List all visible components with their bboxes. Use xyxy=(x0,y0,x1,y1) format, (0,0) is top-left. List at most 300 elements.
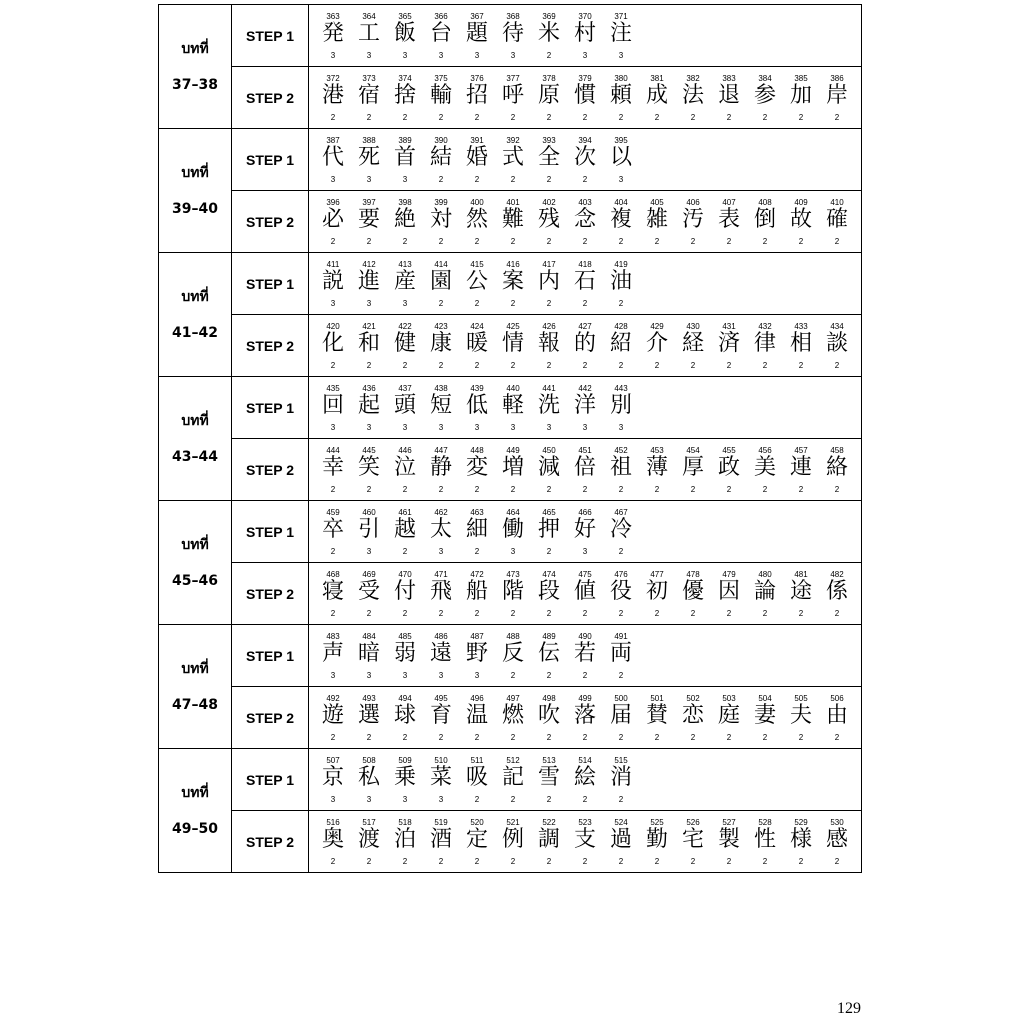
kanji-number: 427 xyxy=(578,322,592,331)
kanji-number: 501 xyxy=(650,694,664,703)
kanji-item xyxy=(495,501,531,562)
kanji-row xyxy=(309,563,861,624)
kanji-character: 結 xyxy=(429,145,452,170)
lesson-step-row xyxy=(159,67,862,129)
kanji-level: 3 xyxy=(366,423,372,432)
kanji-item xyxy=(567,315,603,376)
kanji-row xyxy=(309,67,861,128)
kanji-item xyxy=(567,811,603,872)
kanji-number: 367 xyxy=(470,12,484,21)
kanji-number: 469 xyxy=(362,570,376,579)
kanji-item xyxy=(711,191,747,252)
lesson-step-row xyxy=(159,253,862,315)
kanji-cell xyxy=(309,315,862,377)
kanji-level: 2 xyxy=(330,857,336,866)
kanji-level: 2 xyxy=(618,113,624,122)
kanji-number: 420 xyxy=(326,322,340,331)
kanji-number: 453 xyxy=(650,446,664,455)
kanji-item xyxy=(351,749,387,810)
kanji-number: 495 xyxy=(434,694,448,703)
kanji-item xyxy=(531,625,567,686)
kanji-character: 付 xyxy=(393,579,416,604)
kanji-character: 論 xyxy=(753,579,776,604)
kanji-item xyxy=(495,811,531,872)
kanji-level: 2 xyxy=(510,733,516,742)
kanji-number: 403 xyxy=(578,198,592,207)
kanji-level: 2 xyxy=(762,361,768,370)
kanji-level: 2 xyxy=(510,299,516,308)
kanji-item xyxy=(603,439,639,500)
kanji-character: 弱 xyxy=(393,641,416,666)
kanji-level: 2 xyxy=(438,485,444,494)
kanji-level: 2 xyxy=(726,113,732,122)
kanji-level: 3 xyxy=(366,175,372,184)
kanji-item xyxy=(531,377,567,438)
kanji-character: 厚 xyxy=(681,455,704,480)
kanji-level: 2 xyxy=(474,609,480,618)
kanji-number: 381 xyxy=(650,74,664,83)
kanji-level: 3 xyxy=(330,671,336,680)
kanji-item xyxy=(387,129,423,190)
kanji-level: 3 xyxy=(330,795,336,804)
kanji-number: 489 xyxy=(542,632,556,641)
kanji-level: 2 xyxy=(690,361,696,370)
kanji-level: 3 xyxy=(618,423,624,432)
kanji-item xyxy=(351,501,387,562)
kanji-level: 2 xyxy=(402,237,408,246)
kanji-number: 434 xyxy=(830,322,844,331)
kanji-row xyxy=(309,253,861,314)
kanji-character: 必 xyxy=(321,207,344,232)
kanji-level: 2 xyxy=(582,485,588,494)
kanji-character: 冷 xyxy=(609,517,632,542)
kanji-item xyxy=(819,811,855,872)
kanji-number: 500 xyxy=(614,694,628,703)
kanji-number: 478 xyxy=(686,570,700,579)
kanji-character: 消 xyxy=(609,765,632,790)
kanji-level: 2 xyxy=(618,795,624,804)
kanji-item xyxy=(603,625,639,686)
kanji-level: 2 xyxy=(474,113,480,122)
kanji-level: 2 xyxy=(546,671,552,680)
kanji-item xyxy=(459,377,495,438)
kanji-level: 3 xyxy=(438,547,444,556)
kanji-level: 2 xyxy=(510,113,516,122)
kanji-level: 2 xyxy=(654,237,660,246)
kanji-number: 456 xyxy=(758,446,772,455)
kanji-level: 2 xyxy=(510,609,516,618)
kanji-character: 進 xyxy=(357,269,380,294)
kanji-level: 2 xyxy=(510,671,516,680)
kanji-item xyxy=(675,811,711,872)
kanji-character: 洋 xyxy=(573,393,596,418)
kanji-item xyxy=(423,315,459,376)
kanji-level: 2 xyxy=(618,485,624,494)
kanji-item xyxy=(531,439,567,500)
kanji-character: 招 xyxy=(465,83,488,108)
kanji-level: 3 xyxy=(618,51,624,60)
kanji-item xyxy=(495,377,531,438)
kanji-level: 2 xyxy=(834,733,840,742)
kanji-item xyxy=(603,67,639,128)
kanji-character: 育 xyxy=(429,703,452,728)
kanji-character: 支 xyxy=(573,827,596,852)
kanji-number: 488 xyxy=(506,632,520,641)
kanji-character: 絵 xyxy=(573,765,596,790)
kanji-number: 452 xyxy=(614,446,628,455)
kanji-level: 2 xyxy=(762,609,768,618)
kanji-item xyxy=(783,315,819,376)
kanji-number: 454 xyxy=(686,446,700,455)
kanji-item xyxy=(783,439,819,500)
kanji-cell xyxy=(309,5,862,67)
kanji-character: 化 xyxy=(321,331,344,356)
kanji-item xyxy=(351,687,387,748)
kanji-item xyxy=(711,811,747,872)
kanji-level: 2 xyxy=(654,609,660,618)
kanji-item xyxy=(603,191,639,252)
kanji-number: 460 xyxy=(362,508,376,517)
kanji-character: 細 xyxy=(465,517,488,542)
kanji-number: 414 xyxy=(434,260,448,269)
kanji-number: 487 xyxy=(470,632,484,641)
kanji-level: 2 xyxy=(582,175,588,184)
kanji-number: 390 xyxy=(434,136,448,145)
kanji-item xyxy=(819,687,855,748)
kanji-number: 400 xyxy=(470,198,484,207)
kanji-number: 402 xyxy=(542,198,556,207)
kanji-level: 2 xyxy=(762,113,768,122)
lesson-label: บทที่ xyxy=(181,288,209,305)
kanji-level: 2 xyxy=(798,733,804,742)
kanji-number: 392 xyxy=(506,136,520,145)
kanji-level: 3 xyxy=(510,547,516,556)
kanji-number: 436 xyxy=(362,384,376,393)
kanji-number: 486 xyxy=(434,632,448,641)
step-label: STEP 2 xyxy=(232,687,309,749)
kanji-level: 2 xyxy=(330,547,336,556)
kanji-level: 2 xyxy=(582,671,588,680)
kanji-number: 419 xyxy=(614,260,628,269)
kanji-number: 406 xyxy=(686,198,700,207)
kanji-cell xyxy=(309,129,862,191)
kanji-character: 過 xyxy=(609,827,632,852)
kanji-number: 467 xyxy=(614,508,628,517)
kanji-level: 2 xyxy=(654,733,660,742)
kanji-number: 455 xyxy=(722,446,736,455)
kanji-number: 463 xyxy=(470,508,484,517)
kanji-character: 台 xyxy=(429,21,452,46)
kanji-item xyxy=(531,191,567,252)
kanji-character: 吸 xyxy=(465,765,488,790)
kanji-number: 475 xyxy=(578,570,592,579)
kanji-number: 443 xyxy=(614,384,628,393)
kanji-item xyxy=(459,439,495,500)
lesson-step-row xyxy=(159,625,862,687)
kanji-character: 対 xyxy=(429,207,452,232)
kanji-character: 説 xyxy=(321,269,344,294)
kanji-number: 397 xyxy=(362,198,376,207)
kanji-level: 2 xyxy=(402,361,408,370)
kanji-number: 407 xyxy=(722,198,736,207)
kanji-level: 2 xyxy=(438,857,444,866)
kanji-item xyxy=(747,811,783,872)
kanji-item xyxy=(315,625,351,686)
kanji-item xyxy=(603,501,639,562)
step-label: STEP 1 xyxy=(232,129,309,191)
kanji-level: 2 xyxy=(618,671,624,680)
kanji-number: 482 xyxy=(830,570,844,579)
kanji-row xyxy=(309,811,861,872)
kanji-item xyxy=(531,5,567,66)
kanji-item xyxy=(783,687,819,748)
kanji-item xyxy=(567,625,603,686)
kanji-row xyxy=(309,315,861,376)
kanji-number: 383 xyxy=(722,74,736,83)
kanji-item xyxy=(531,687,567,748)
kanji-number: 440 xyxy=(506,384,520,393)
kanji-number: 448 xyxy=(470,446,484,455)
kanji-character: 製 xyxy=(717,827,740,852)
kanji-item xyxy=(387,253,423,314)
kanji-character: 落 xyxy=(573,703,596,728)
kanji-number: 508 xyxy=(362,756,376,765)
kanji-level: 2 xyxy=(654,485,660,494)
kanji-character: 菜 xyxy=(429,765,452,790)
kanji-character: 洗 xyxy=(537,393,560,418)
kanji-character: 政 xyxy=(717,455,740,480)
kanji-item xyxy=(351,563,387,624)
kanji-number: 399 xyxy=(434,198,448,207)
kanji-number: 470 xyxy=(398,570,412,579)
kanji-character: 産 xyxy=(393,269,416,294)
kanji-number: 432 xyxy=(758,322,772,331)
lesson-range: 43–44 xyxy=(172,448,218,465)
kanji-number: 394 xyxy=(578,136,592,145)
kanji-character: 届 xyxy=(609,703,632,728)
kanji-number: 395 xyxy=(614,136,628,145)
kanji-item xyxy=(459,191,495,252)
kanji-item xyxy=(531,129,567,190)
kanji-item xyxy=(495,315,531,376)
kanji-item xyxy=(423,687,459,748)
kanji-level: 2 xyxy=(546,113,552,122)
kanji-number: 514 xyxy=(578,756,592,765)
step-label: STEP 1 xyxy=(232,501,309,563)
kanji-cell xyxy=(309,749,862,811)
kanji-item xyxy=(567,5,603,66)
kanji-character: 法 xyxy=(681,83,704,108)
kanji-level: 2 xyxy=(546,857,552,866)
kanji-cell xyxy=(309,67,862,129)
kanji-character: 汚 xyxy=(681,207,704,232)
kanji-character: 遠 xyxy=(429,641,452,666)
kanji-item xyxy=(423,625,459,686)
kanji-character: 段 xyxy=(537,579,560,604)
kanji-level: 2 xyxy=(834,361,840,370)
kanji-number: 465 xyxy=(542,508,556,517)
kanji-level: 2 xyxy=(366,361,372,370)
kanji-level: 2 xyxy=(726,733,732,742)
kanji-number: 499 xyxy=(578,694,592,703)
kanji-item xyxy=(639,439,675,500)
kanji-character: 要 xyxy=(357,207,380,232)
kanji-character: 呼 xyxy=(501,83,524,108)
kanji-level: 3 xyxy=(474,423,480,432)
kanji-item xyxy=(315,687,351,748)
kanji-number: 529 xyxy=(794,818,808,827)
kanji-item xyxy=(567,129,603,190)
kanji-character: 情 xyxy=(501,331,524,356)
kanji-level: 2 xyxy=(798,113,804,122)
kanji-item xyxy=(567,501,603,562)
kanji-row xyxy=(309,191,861,252)
kanji-item xyxy=(459,625,495,686)
kanji-level: 2 xyxy=(546,733,552,742)
kanji-item xyxy=(747,191,783,252)
kanji-item xyxy=(387,811,423,872)
kanji-item xyxy=(387,315,423,376)
kanji-character: 働 xyxy=(501,517,524,542)
kanji-character: 船 xyxy=(465,579,488,604)
kanji-level: 2 xyxy=(618,733,624,742)
kanji-item xyxy=(603,563,639,624)
kanji-number: 378 xyxy=(542,74,556,83)
kanji-number: 404 xyxy=(614,198,628,207)
kanji-number: 379 xyxy=(578,74,592,83)
kanji-character: 静 xyxy=(429,455,452,480)
kanji-item xyxy=(639,191,675,252)
kanji-level: 2 xyxy=(366,237,372,246)
kanji-character: 岸 xyxy=(825,83,848,108)
kanji-level: 3 xyxy=(330,175,336,184)
kanji-level: 2 xyxy=(834,485,840,494)
kanji-character: 低 xyxy=(465,393,488,418)
kanji-level: 2 xyxy=(798,857,804,866)
kanji-level: 2 xyxy=(582,113,588,122)
kanji-level: 3 xyxy=(510,51,516,60)
kanji-character: 球 xyxy=(393,703,416,728)
kanji-level: 2 xyxy=(366,113,372,122)
kanji-character: 米 xyxy=(537,21,560,46)
kanji-number: 506 xyxy=(830,694,844,703)
kanji-lesson-table-body xyxy=(159,5,862,873)
kanji-character: 難 xyxy=(501,207,524,232)
kanji-number: 447 xyxy=(434,446,448,455)
kanji-number: 459 xyxy=(326,508,340,517)
kanji-level: 2 xyxy=(546,51,552,60)
kanji-number: 391 xyxy=(470,136,484,145)
kanji-item xyxy=(315,811,351,872)
kanji-level: 2 xyxy=(438,733,444,742)
lesson-label: บทที่ xyxy=(181,412,209,429)
kanji-character: 短 xyxy=(429,393,452,418)
lesson-label-cell xyxy=(159,749,232,873)
kanji-item xyxy=(531,749,567,810)
kanji-level: 2 xyxy=(762,237,768,246)
kanji-item xyxy=(387,687,423,748)
kanji-number: 398 xyxy=(398,198,412,207)
kanji-number: 462 xyxy=(434,508,448,517)
kanji-level: 2 xyxy=(474,237,480,246)
kanji-character: 談 xyxy=(825,331,848,356)
kanji-item xyxy=(387,67,423,128)
kanji-character: 暖 xyxy=(465,331,488,356)
kanji-number: 411 xyxy=(326,260,340,269)
kanji-number: 365 xyxy=(398,12,412,21)
kanji-character: 首 xyxy=(393,145,416,170)
kanji-item xyxy=(603,687,639,748)
kanji-character: 頭 xyxy=(393,393,416,418)
kanji-character: 宅 xyxy=(681,827,704,852)
kanji-number: 366 xyxy=(434,12,448,21)
kanji-level: 2 xyxy=(438,361,444,370)
kanji-item xyxy=(315,563,351,624)
kanji-item xyxy=(423,129,459,190)
kanji-item xyxy=(639,811,675,872)
kanji-number: 396 xyxy=(326,198,340,207)
kanji-level: 2 xyxy=(546,175,552,184)
kanji-level: 2 xyxy=(330,361,336,370)
step-label: STEP 2 xyxy=(232,563,309,625)
kanji-number: 485 xyxy=(398,632,412,641)
kanji-character: 倍 xyxy=(573,455,596,480)
kanji-number: 507 xyxy=(326,756,340,765)
kanji-level: 2 xyxy=(690,237,696,246)
lesson-step-row xyxy=(159,439,862,501)
kanji-item xyxy=(675,315,711,376)
kanji-character: 途 xyxy=(789,579,812,604)
kanji-number: 530 xyxy=(830,818,844,827)
lesson-label-cell xyxy=(159,625,232,749)
kanji-level: 2 xyxy=(690,733,696,742)
lesson-label: บทที่ xyxy=(181,40,209,57)
kanji-number: 437 xyxy=(398,384,412,393)
kanji-number: 413 xyxy=(398,260,412,269)
kanji-level: 2 xyxy=(690,485,696,494)
step-label: STEP 1 xyxy=(232,253,309,315)
kanji-number: 429 xyxy=(650,322,664,331)
kanji-character: 確 xyxy=(825,207,848,232)
kanji-character: 式 xyxy=(501,145,524,170)
kanji-level: 2 xyxy=(654,113,660,122)
kanji-level: 2 xyxy=(582,361,588,370)
kanji-item xyxy=(819,315,855,376)
kanji-number: 517 xyxy=(362,818,376,827)
kanji-item xyxy=(567,253,603,314)
kanji-character: 然 xyxy=(465,207,488,232)
kanji-level: 2 xyxy=(330,485,336,494)
kanji-number: 522 xyxy=(542,818,556,827)
kanji-number: 424 xyxy=(470,322,484,331)
kanji-level: 3 xyxy=(402,175,408,184)
kanji-level: 2 xyxy=(726,857,732,866)
kanji-item xyxy=(495,191,531,252)
kanji-item xyxy=(351,811,387,872)
kanji-lesson-table xyxy=(158,4,862,873)
kanji-number: 369 xyxy=(542,12,556,21)
kanji-character: 性 xyxy=(753,827,776,852)
kanji-item xyxy=(783,191,819,252)
kanji-item xyxy=(423,811,459,872)
kanji-item xyxy=(387,5,423,66)
kanji-cell xyxy=(309,501,862,563)
kanji-item xyxy=(783,811,819,872)
kanji-level: 3 xyxy=(510,423,516,432)
step-label: STEP 2 xyxy=(232,439,309,501)
kanji-item xyxy=(315,5,351,66)
kanji-character: 伝 xyxy=(537,641,560,666)
